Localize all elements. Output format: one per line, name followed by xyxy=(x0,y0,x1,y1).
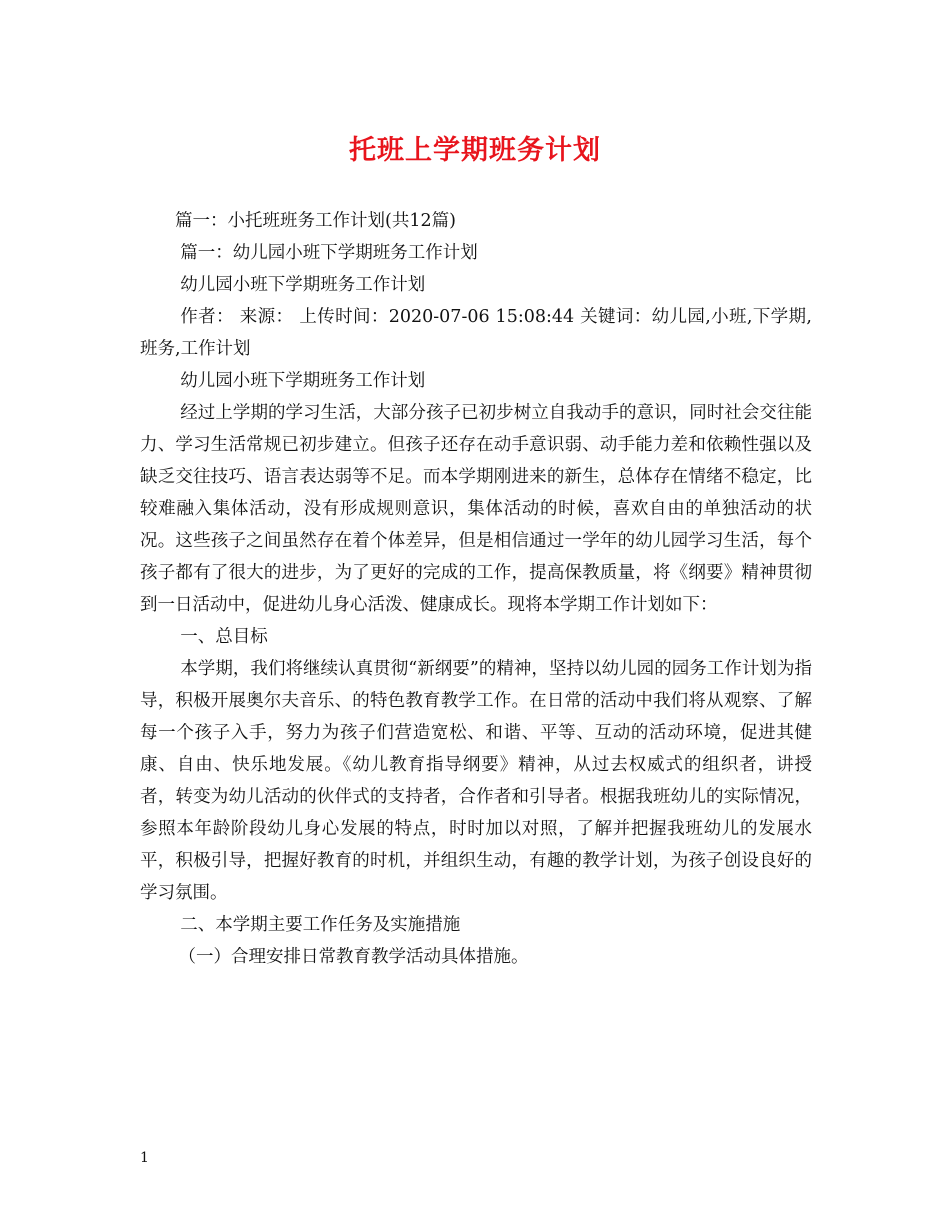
page-number: 1 xyxy=(140,1150,149,1166)
paragraph-meta: 作者： 来源： 上传时间：2020-07-06 15:08:44 关键词：幼儿园,小班,下学期,班务,工作计划 xyxy=(140,307,812,359)
document-title: 托班上学期班务计划 xyxy=(349,135,601,166)
paragraph-heading-4: 幼儿园小班下学期班务工作计划 xyxy=(180,371,426,391)
subsection-heading-1: （一）合理安排日常教育教学活动具体措施。 xyxy=(178,947,529,967)
document-body xyxy=(140,205,812,973)
paragraph-heading-1: 篇一：小托班班务工作计划(共12篇) xyxy=(175,211,456,231)
paragraph-intro: 经过上学期的学习生活，大部分孩子已初步树立自我动手的意识，同时社会交往能力、学习生活常规已初步建立。但孩子还存在动手意识弱、动手能力差和依赖性强以及缺乏交往技巧、语言表达弱等不足。而本学期刚进来的新生，总体存在情绪不稳定，比较难融入集体活动，没有形成规则意识，集体活动的时候，喜欢自由的单独活动的状况。这些孩子之间虽然存在着个体差异，但是相信通过一学年的幼儿园学习生活，每个孩子都有了很大的进步，为了更好的完成的工作，提高保教质量，将《纲要》精神贯彻到一日活动中，促进幼儿身心活泼、健康成长。现将本学期工作计划如下： xyxy=(140,403,812,615)
paragraph-heading-3: 幼儿园小班下学期班务工作计划 xyxy=(180,275,426,295)
paragraph-heading-2: 篇一：幼儿园小班下学期班务工作计划 xyxy=(180,243,478,263)
paragraph-goal: 本学期，我们将继续认真贯彻“新纲要”的精神，坚持以幼儿园的园务工作计划为指导，积极开展奥尔夫音乐、的特色教育教学工作。在日常的活动中我们将从观察、了解每一个孩子入手，努力为孩子们营造宽松、和谐、平等、互动的活动环境，促进其健康、自由、快乐地发展。《幼儿教育指导纲要》精神，从过去权威式的组织者，讲授者，转变为幼儿活动的伙伴式的支持者，合作者和引导者。根据我班幼儿的实际情况，参照本年龄阶段幼儿身心发展的特点，时时加以对照，了解并把握我班幼儿的发展水平，积极引导，把握好教育的时机，并组织生动，有趣的教学计划，为孩子创设良好的学习氛围。 xyxy=(140,659,812,903)
section-heading-goal: 一、总目标 xyxy=(180,627,268,647)
section-heading-tasks: 二、本学期主要工作任务及实施措施 xyxy=(180,915,461,935)
